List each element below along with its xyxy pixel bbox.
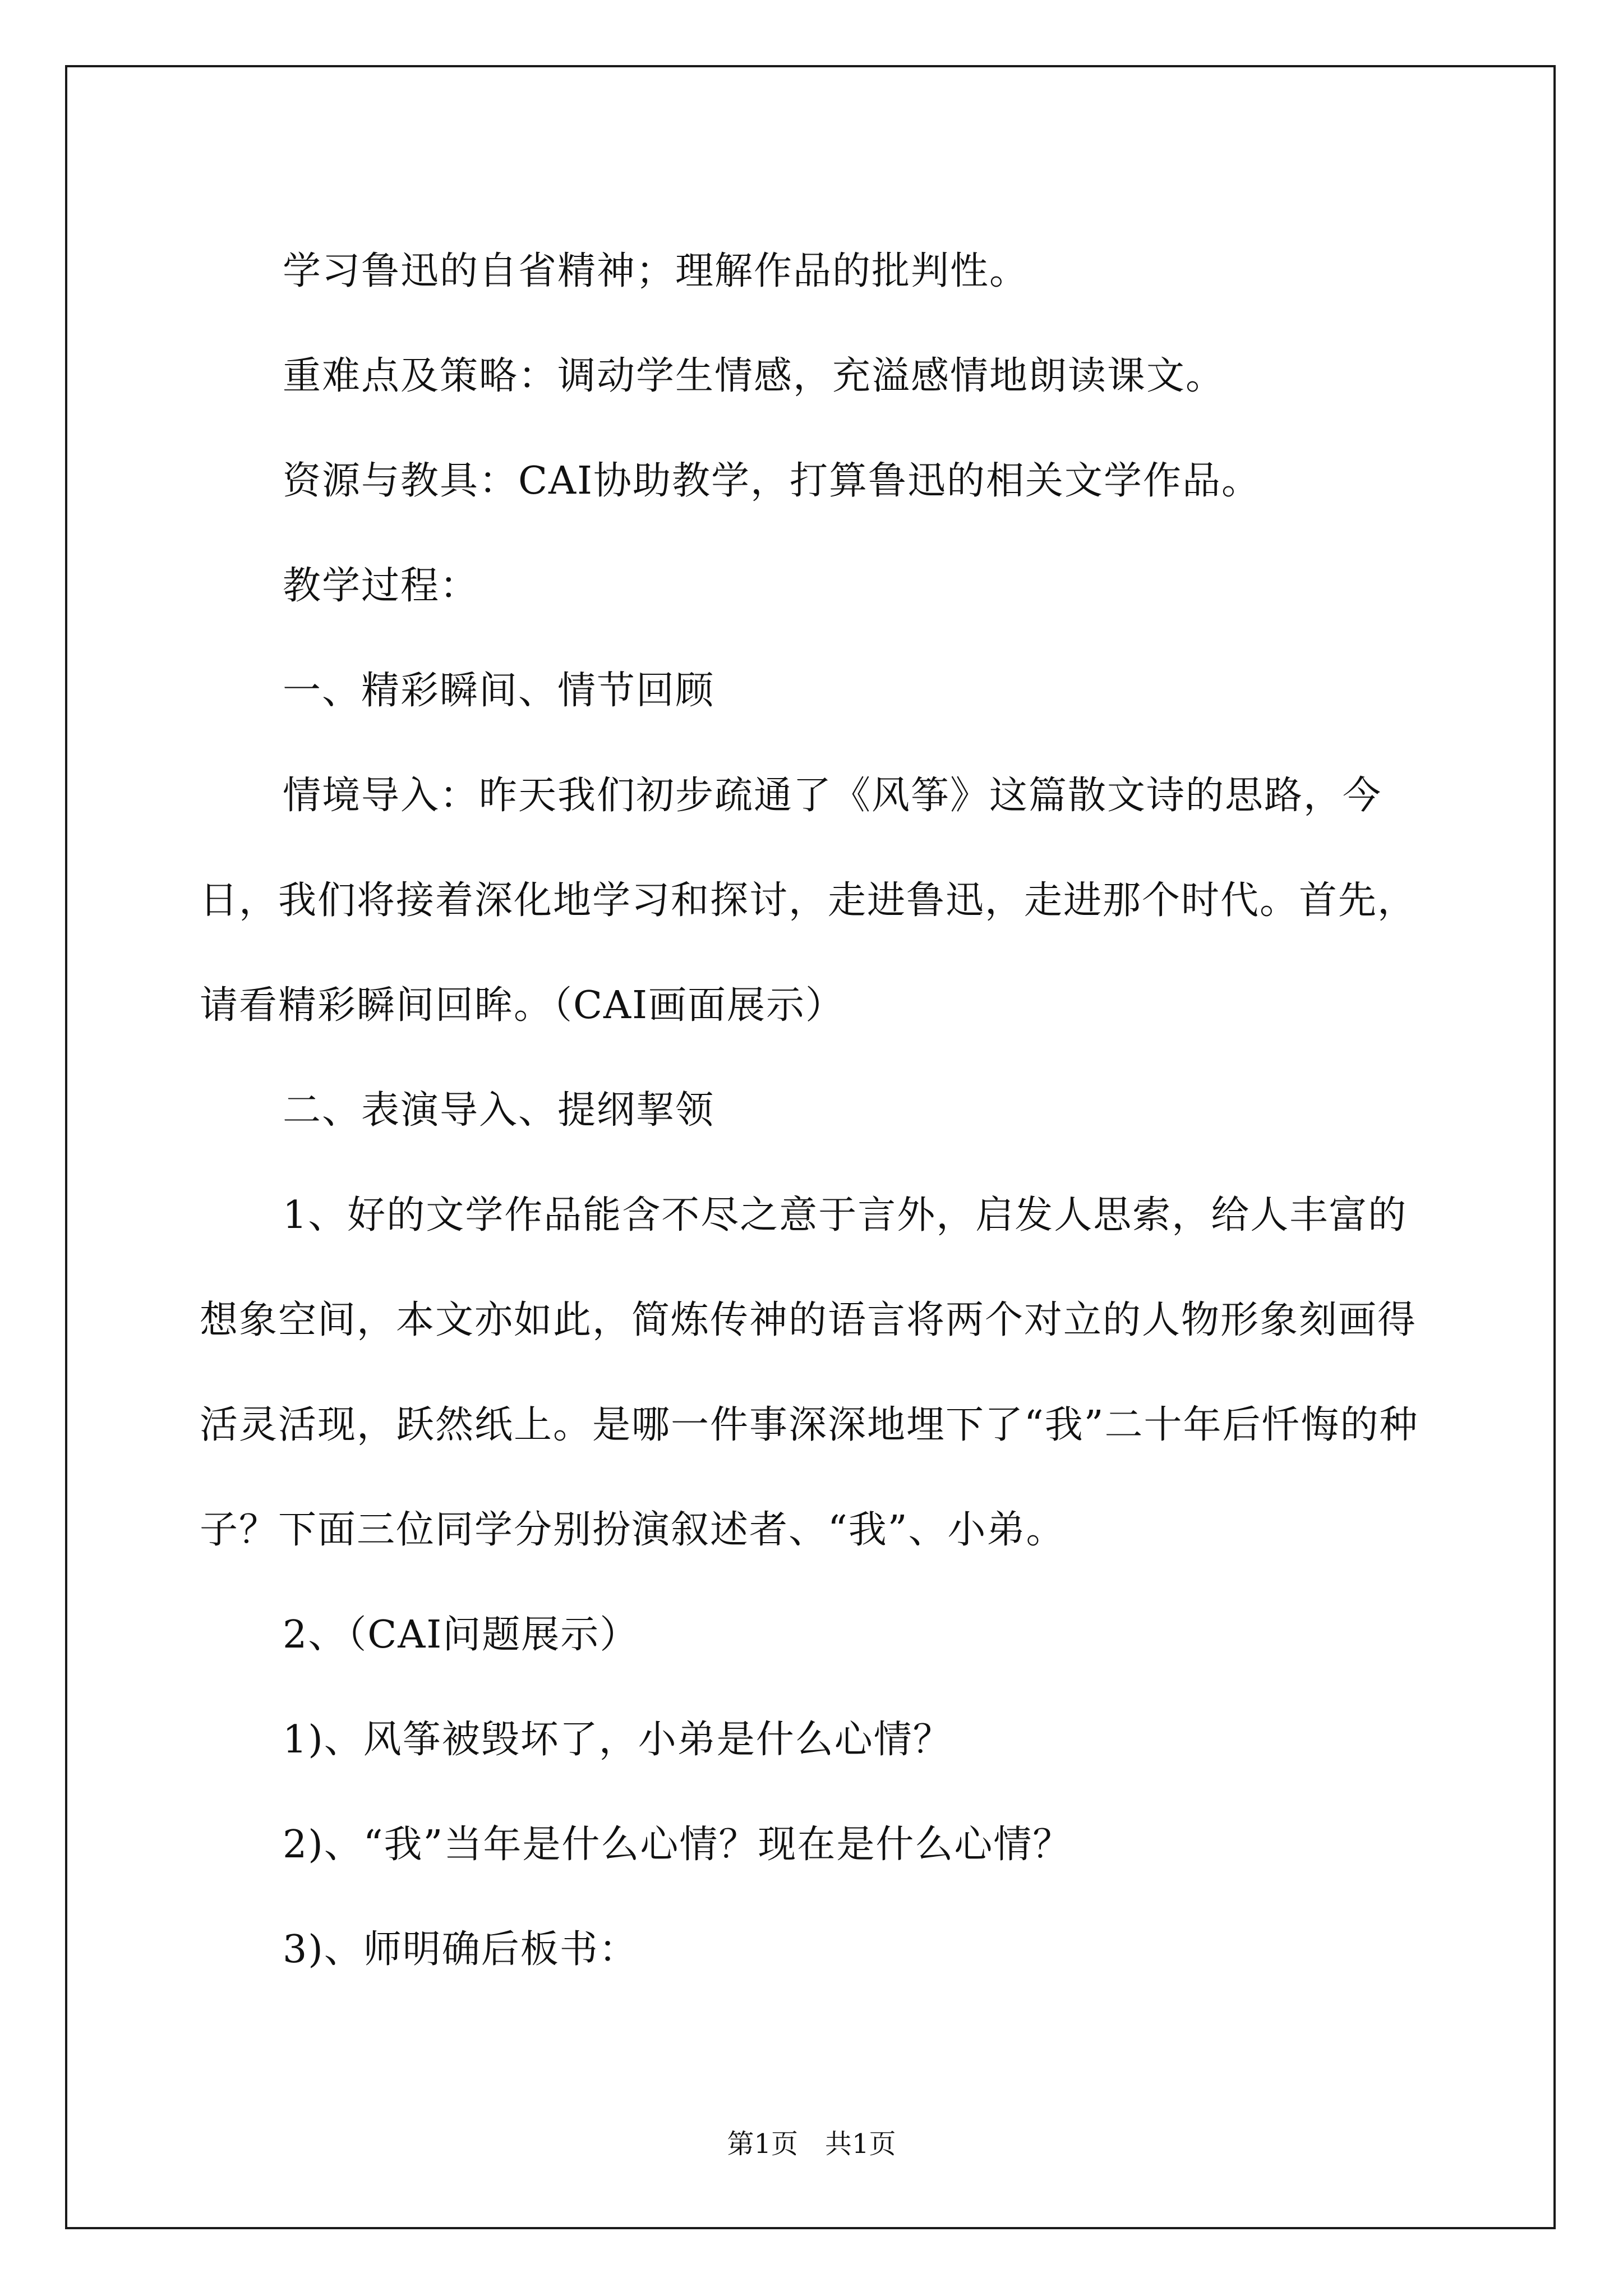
question-3: 3)、师明确后板书： <box>283 1927 638 1972</box>
paragraph-introduction: 情境导入：昨天我们初步疏通了《风筝》这篇散文诗的思路，今日，我们将接着深化地学习和探讨，走进鲁迅，走进那个时代。首先，请看精彩瞬间回眸。（CAI画面展示） <box>200 774 1417 1028</box>
paragraph-learning-goal: 学习鲁迅的自省精神；理解作品的批判性。 <box>283 249 1029 293</box>
section-heading-review: 一、精彩瞬间、情节回顾 <box>283 669 715 713</box>
paragraph-item-2: 2、（CAI问题展示） <box>283 1613 639 1657</box>
section-heading-performance: 二、表演导入、提纲挈领 <box>283 1088 715 1133</box>
page-number-footer: 第1页 共1页 <box>727 2128 896 2160</box>
paragraph-item-1: 1、好的文学作品能含不尽之意于言外，启发人思索，给人丰富的想象空间，本文亦如此，简炼传神的语言将两个对立的人物形象刻画得活灵活现，跃然纸上。是哪一件事深深地埋下了“我”二十年后忏悔的种子？下面三位同学分别扮演叙述者、“我”、小弟。 <box>200 1193 1419 1552</box>
paragraph-key-points: 重难点及策略：调动学生情感，充溢感情地朗读课文。 <box>283 354 1225 398</box>
question-2: 2)、“我”当年是什么心情？现在是什么心情？ <box>283 1823 1072 1867</box>
document-body <box>200 219 1422 2002</box>
paragraph-process-heading: 教学过程： <box>283 564 479 608</box>
paragraph-resources: 资源与教具：CAI协助教学，打算鲁迅的相关文学作品。 <box>283 459 1261 503</box>
question-1: 1)、风筝被毁坏了，小弟是什么心情？ <box>283 1718 952 1762</box>
